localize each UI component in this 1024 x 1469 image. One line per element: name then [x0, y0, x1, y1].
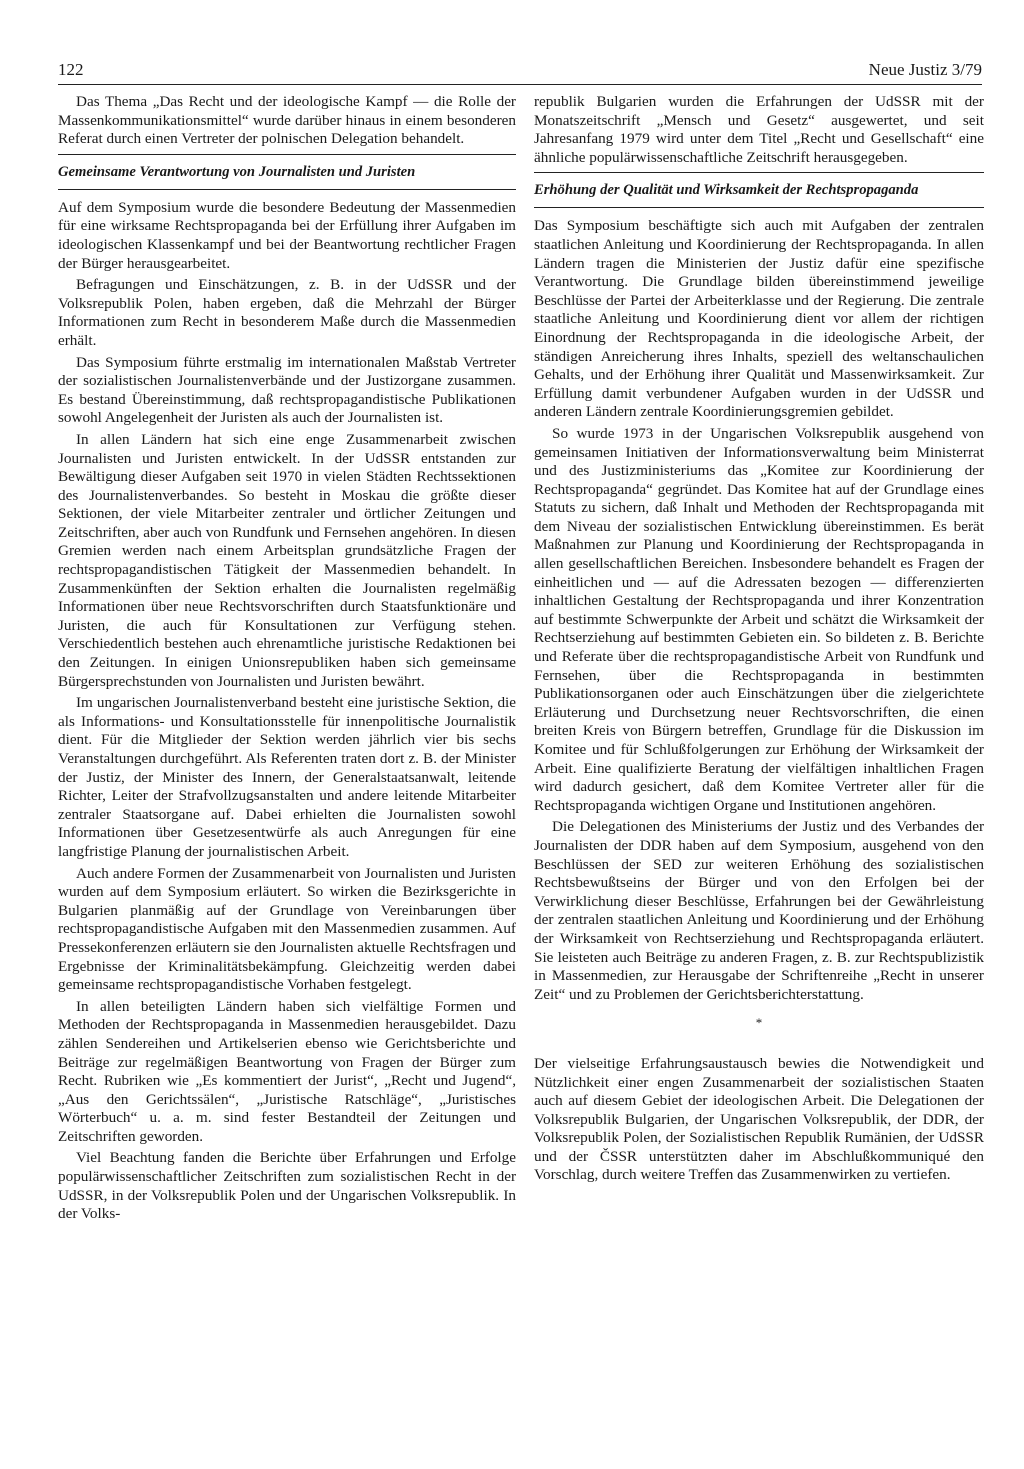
page-number: 122: [58, 60, 84, 79]
header-rule: [58, 84, 982, 85]
running-head: Neue Justiz 3/79: [868, 60, 982, 79]
section-heading-journalists-jurists: Gemeinsame Verantwortung von Journalisten und Juristen: [58, 163, 416, 180]
section-heading-quality-effectiveness: Erhöhung der Qualität und Wirksamkeit der Rechtspropaganda: [534, 182, 919, 199]
body-paragraph: Im ungarischen Journalistenverband besteht eine juristische Sektion, die als Informations- und Konsultationsstelle für innenpolitische Journalistik dient. Für die Mitglieder der Sektion werden jährlich vier bis sechs Veranstaltungen durchgeführt. Als Referenten traten dort z. B. der Minister der Justiz, der Minister des Innern, der Generalstaatsanwalt, leitende Richter, Leiter der Strafvollzugsanstalten und andere leitende Mitarbeiter zentraler Staatsorgane auf. Dabei erhielten die Journalisten sowohl Informationen über Gesetzesentwürfe als auch Anregungen für eine langfristige Planung der journalistischen Arbeit.: [58, 694, 516, 860]
left-section-heading-block: [58, 154, 516, 190]
body-paragraph: Auch andere Formen der Zusammenarbeit von Journalisten und Juristen wurden auf dem Symposium erläutert. So wirken die Bezirksgerichte in Bulgarien planmäßig auf der Grundlage von Vereinbarungen über rechtspropagandistische Aufgaben mit den Massenmedien zusammen. Auf Pressekonferenzen erläutern sie den Journalisten aktuelle Rechtsfragen und Ergebnisse der Kriminalitätsbekämpfung. Gleichzeitig werden dabei gemeinsame rechtspropagandistische Vorhaben festgelegt.: [58, 864, 516, 994]
heading-rule: [58, 189, 516, 190]
body-paragraph: So wurde 1973 in der Ungarischen Volksrepublik ausgehend von gemeinsamen Initiativen der Informationsverwaltung beim Ministerrat und des Justizministeriums das „Komitee zur Koordinierung der Rechtspropaganda“ gegründet. Das Komitee hat auf der Grundlage eines Statuts zu sichern, daß Inhalt und Methoden der Rechtspropaganda mit dem Niveau der sozialistischen Entwicklung übereinstimmen. Es berät Maßnahmen zur Planung und Koordinierung der Rechtspropaganda in allen gesellschaftlichen Bereichen. Insbesondere behandelt es Fragen der einheitlichen und — auf die Adressaten bezogen — differenzierten inhaltlichen Gestaltung der Rechtspropaganda und ihrer Konzentration auf bestimmte Schwerpunkte der Arbeit und schätzt die Wirksamkeit der Rechtserziehung auf bestimmten Gebieten ein. So bildeten z. B. Berichte und Referate über die rechtspropagandistische Arbeit von Rundfunk und Fernsehen, über die Rechtspropaganda in bestimmten Publikationsorganen oder auch Einschätzungen über die zielgerichtete Erläuterung und Durchsetzung neuer Rechtsvorschriften, die einen breiten Kreis von Bürgern betreffen, Grundlage für die Diskussion im Komitee und für Schlußfolgerungen zur Erhöhung der Wirksamkeit der Arbeit. Eine qualifizierte Beratung der vielfältigen inhaltlichen Fragen wird dadurch gesichert, daß dem Komitee Vertreter aller für die Rechtspropaganda wichtigen Organe und Institutionen angehören.: [534, 424, 984, 814]
left-intro-paragraph: Das Thema „Das Recht und der ideologische Kampf — die Rolle der Massenkommunikationsmittel“ wurde darüber hinaus in einem besonderen Referat durch einen Vertreter der polnischen Delegation behandelt.: [58, 93, 516, 148]
heading-rule: [58, 154, 516, 155]
body-paragraph: In allen Ländern hat sich eine enge Zusammenarbeit zwischen Journalisten und Juristen entwickelt. In der UdSSR entstanden zur Bewältigung dieser Aufgaben seit 1970 in vielen Städten Rechtssektionen des Journalistenverbandes. So besteht in Moskau die größte dieser Sektionen, der viele Mitarbeiter zentraler und örtlicher Zeitungen und Zeitschriften, aber auch von Rundfunk und Fernsehen angehören. In diesen Gremien werden nach einem Arbeitsplan grundsätzliche Fragen der rechtspropagandistischen Tätigkeit der Massenmedien behandelt. In Zusammenkünften der Sektion erhalten die Journalisten regelmäßig Informationen über neue Rechtsvorschriften durch Staatsfunktionäre und Juristen, die auch für Konsultationen zur Verfügung stehen. Verschiedentlich bestehen auch ehrenamtliche juristische Redaktionen bei den Zeitungen. In einigen Unionsrepubliken haben sich gemeinsame Bürgersprechstunden von Journalisten und Juristen bewährt.: [58, 430, 516, 690]
left-column: [58, 93, 516, 1227]
closing-paragraph: Der vielseitige Erfahrungsaustausch bewies die Notwendigkeit und Nützlichkeit einer engen Zusammenarbeit der sozialistischen Staaten auch auf diesem Gebiet der ideologischen Arbeit. Die Delegationen der Volksrepublik Bulgarien, der Ungarischen Volksrepublik, der DDR, der Volksrepublik Polen, der Sozialistischen Republik Rumänien, der UdSSR und der ČSSR unterstützten daher im Abschlußkommuniqué den Vorschlag, durch weitere Treffen das Zusammenwirken zu vertiefen.: [534, 1054, 984, 1184]
body-paragraph: Auf dem Symposium wurde die besondere Bedeutung der Massenmedien für eine wirksame Rechtspropaganda bei der Erfüllung ihrer Aufgaben im ideologischen Klassenkampf und bei der Beantwortung rechtlicher Fragen der Bürger herausgearbeitet.: [58, 198, 516, 272]
body-paragraph: Die Delegationen des Ministeriums der Justiz und des Verbandes der Journalisten der DDR haben auf dem Symposium, ausgehend von den Beschlüssen der SED zur weiteren Erhöhung des sozialistischen Rechtsbewußtseins der Bürger und von den Erfolgen bei der Verwirklichung dieser Beschlüsse, Erfahrungen bei der Gewährleistung der zentralen staatlichen Anleitung und Koordinierung und der Erhöhung der Wirksamkeit von Rechtserziehung und Rechtspropaganda erläutert. Sie leisteten auch Beiträge zu anderen Fragen, z. B. zur Rechtspublizistik in Massenmedien, zur Herausgabe der Schriftenreihe „Recht in unserer Zeit“ und zu Problemen der Gerichtsberichterstattung.: [534, 818, 984, 1003]
right-section-heading-block: [534, 172, 984, 208]
body-paragraph: Das Symposium beschäftigte sich auch mit Aufgaben der zentralen staatlichen Anleitung und Koordinierung der Rechtspropaganda. In allen Ländern tragen die Ministerien der Justiz dafür eine spezifische Verantwortung. Die Grundlage bilden übereinstimmend jeweilige Beschlüsse der Partei der Arbeiterklasse und der Regierung. Die zentrale staatliche Anleitung und Koordinierung dient vor allem der richtigen Einordnung der Rechtspropaganda in die ideologische Arbeit, der ständigen Anreicherung ihres Inhalts, speziell des weltanschaulichen Gehalts, und der Erhöhung ihrer Qualität und Massenwirksamkeit. Zur Erfüllung damit verbundener Aufgaben wurden in der UdSSR und anderen Ländern zentrale Koordinierungsgremien gebildet.: [534, 217, 984, 421]
heading-rule: [534, 172, 984, 173]
body-paragraph: Das Symposium führte erstmalig im internationalen Maßstab Vertreter der sozialistischen Journalistenverbände und der Justizorgane zusammen. Es bestand Übereinstimmung, daß rechtspropagandistische Publikationen sowohl Angelegenheit der Juristen als auch der Journalisten ist.: [58, 353, 516, 427]
body-paragraph: Viel Beachtung fanden die Berichte über Erfahrungen und Erfolge populärwissenschaftlicher Zeitschriften zum sozialistischen Recht in der UdSSR, in der Volksrepublik Polen und der Ungarischen Volksrepublik. In der Volks-: [58, 1149, 516, 1223]
right-intro-paragraph: republik Bulgarien wurden die Erfahrungen der UdSSR mit der Monatszeitschrift „Mensch und Gesetz“ ausgewertet, und seit Jahresanfang 1979 wird unter dem Titel „Recht und Gesellschaft“ eine ähnliche populärwissenschaftliche Zeitschrift herausgegeben.: [534, 93, 984, 166]
right-column: [534, 93, 984, 1188]
body-paragraph: In allen beteiligten Ländern haben sich vielfältige Formen und Methoden der Rechtspropaganda in Massenmedien herausgebildet. Dazu zählen Sendereihen und Artikelserien ebenso wie Gerichtsberichte und Beiträge zur regelmäßigen Beantwortung von Fragen der Bürger zum Recht. Rubriken wie „Es kommentiert der Jurist“, „Recht und Jugend“, „Aus den Gerichtssälen“, „Juristische Ratschläge“, „Juristisches Wörterbuch“ u. a. m. sind fester Bestandteil der Zeitungen und Zeitschriften geworden.: [58, 997, 516, 1145]
heading-rule: [534, 207, 984, 208]
body-paragraph: Befragungen und Einschätzungen, z. B. in der UdSSR und der Volksrepublik Polen, haben ergeben, daß die Mehrzahl der Bürger Informationen zum Recht in besonderem Maße durch die Massenmedien erhält.: [58, 276, 516, 349]
section-separator-star: *: [755, 1015, 763, 1031]
page-header: [58, 60, 982, 82]
